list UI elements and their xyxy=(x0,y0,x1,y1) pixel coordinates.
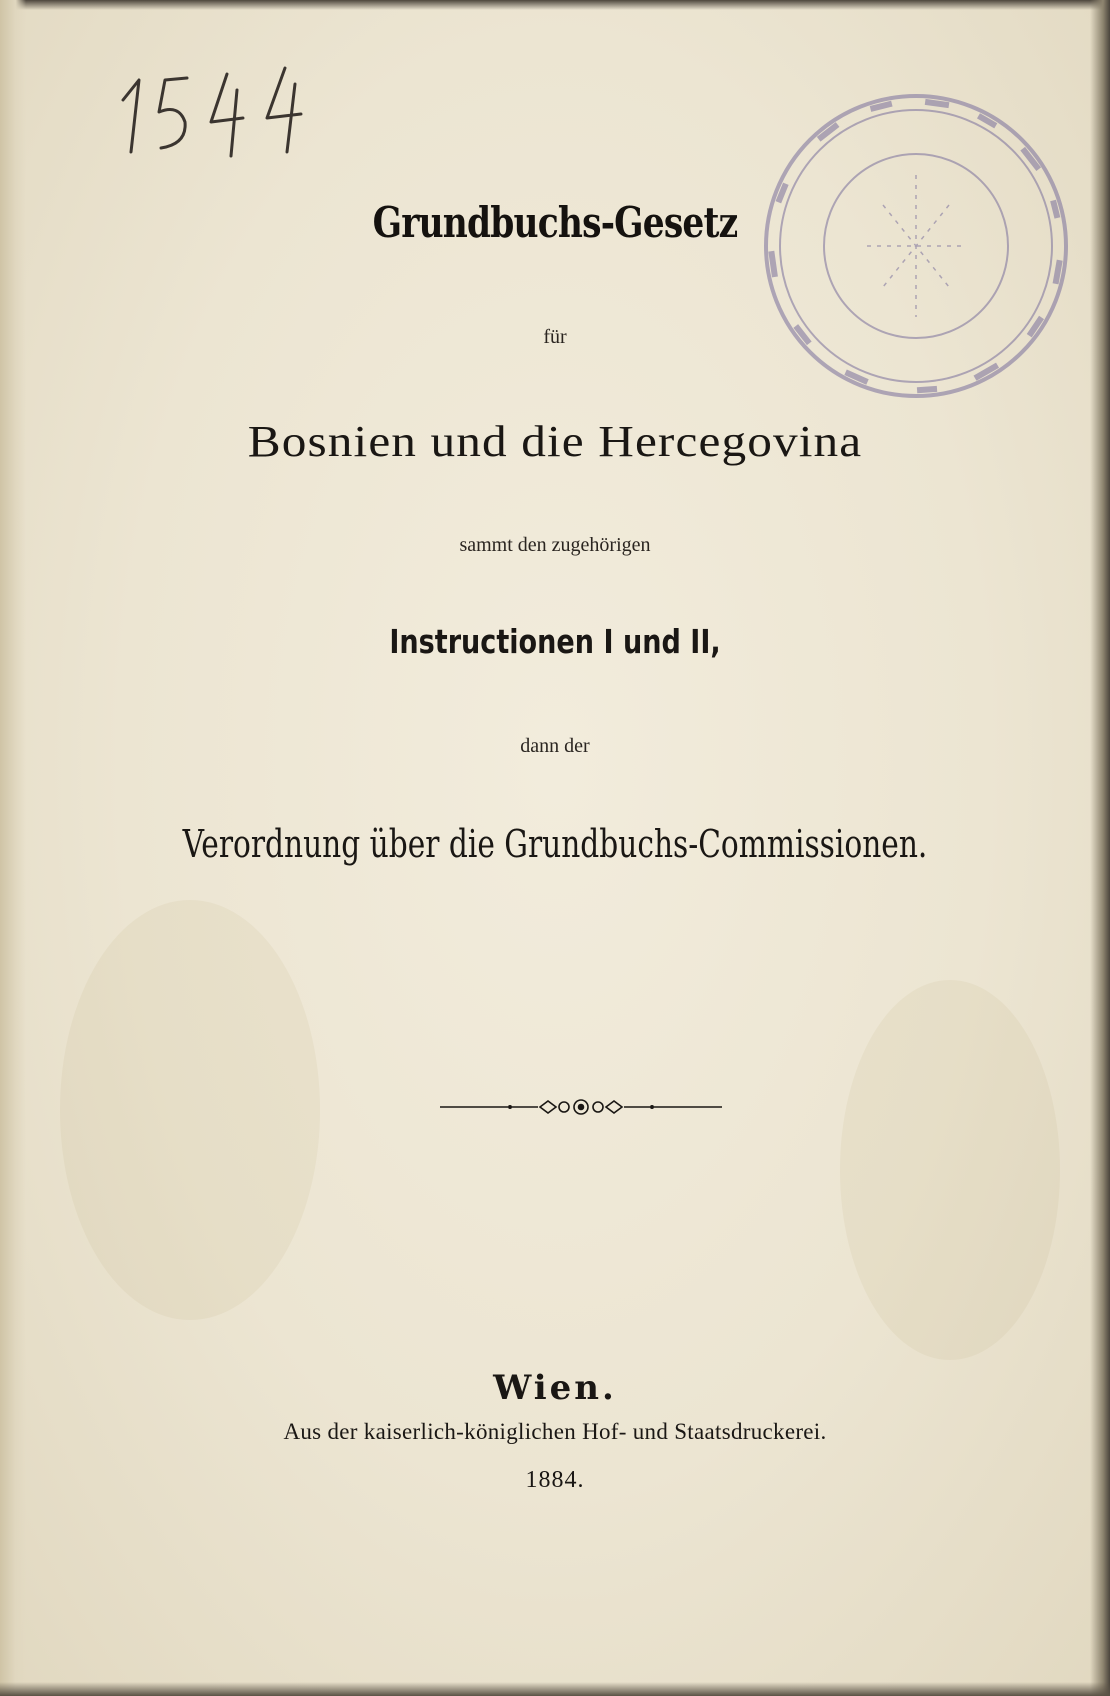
paper-stain xyxy=(60,900,320,1320)
paper-stain xyxy=(840,980,1060,1360)
page-top-edge xyxy=(0,0,1110,10)
imprint-city: Wien. xyxy=(493,1368,617,1408)
connector-dann: dann der xyxy=(520,735,590,757)
instructions-heading: Instructionen I und II, xyxy=(389,622,721,661)
document-title: Grundbuchs-Gesetz xyxy=(372,198,738,247)
imprint-printer: Aus der kaiserlich-königlichen Hof- und Staatsdruckerei. xyxy=(283,1419,827,1444)
region-heading: Bosnien und die Hercegovina xyxy=(247,417,863,466)
preposition-fuer: für xyxy=(543,326,567,348)
imprint-year: 1884. xyxy=(525,1467,585,1493)
ornament-divider xyxy=(440,1092,722,1122)
page-bottom-edge xyxy=(0,1682,1110,1696)
handwritten-number xyxy=(115,60,315,170)
regulation-heading: Verordnung über die Grundbuchs-Commissionen. xyxy=(182,822,928,866)
connector-sammt: sammt den zugehörigen xyxy=(459,534,651,556)
